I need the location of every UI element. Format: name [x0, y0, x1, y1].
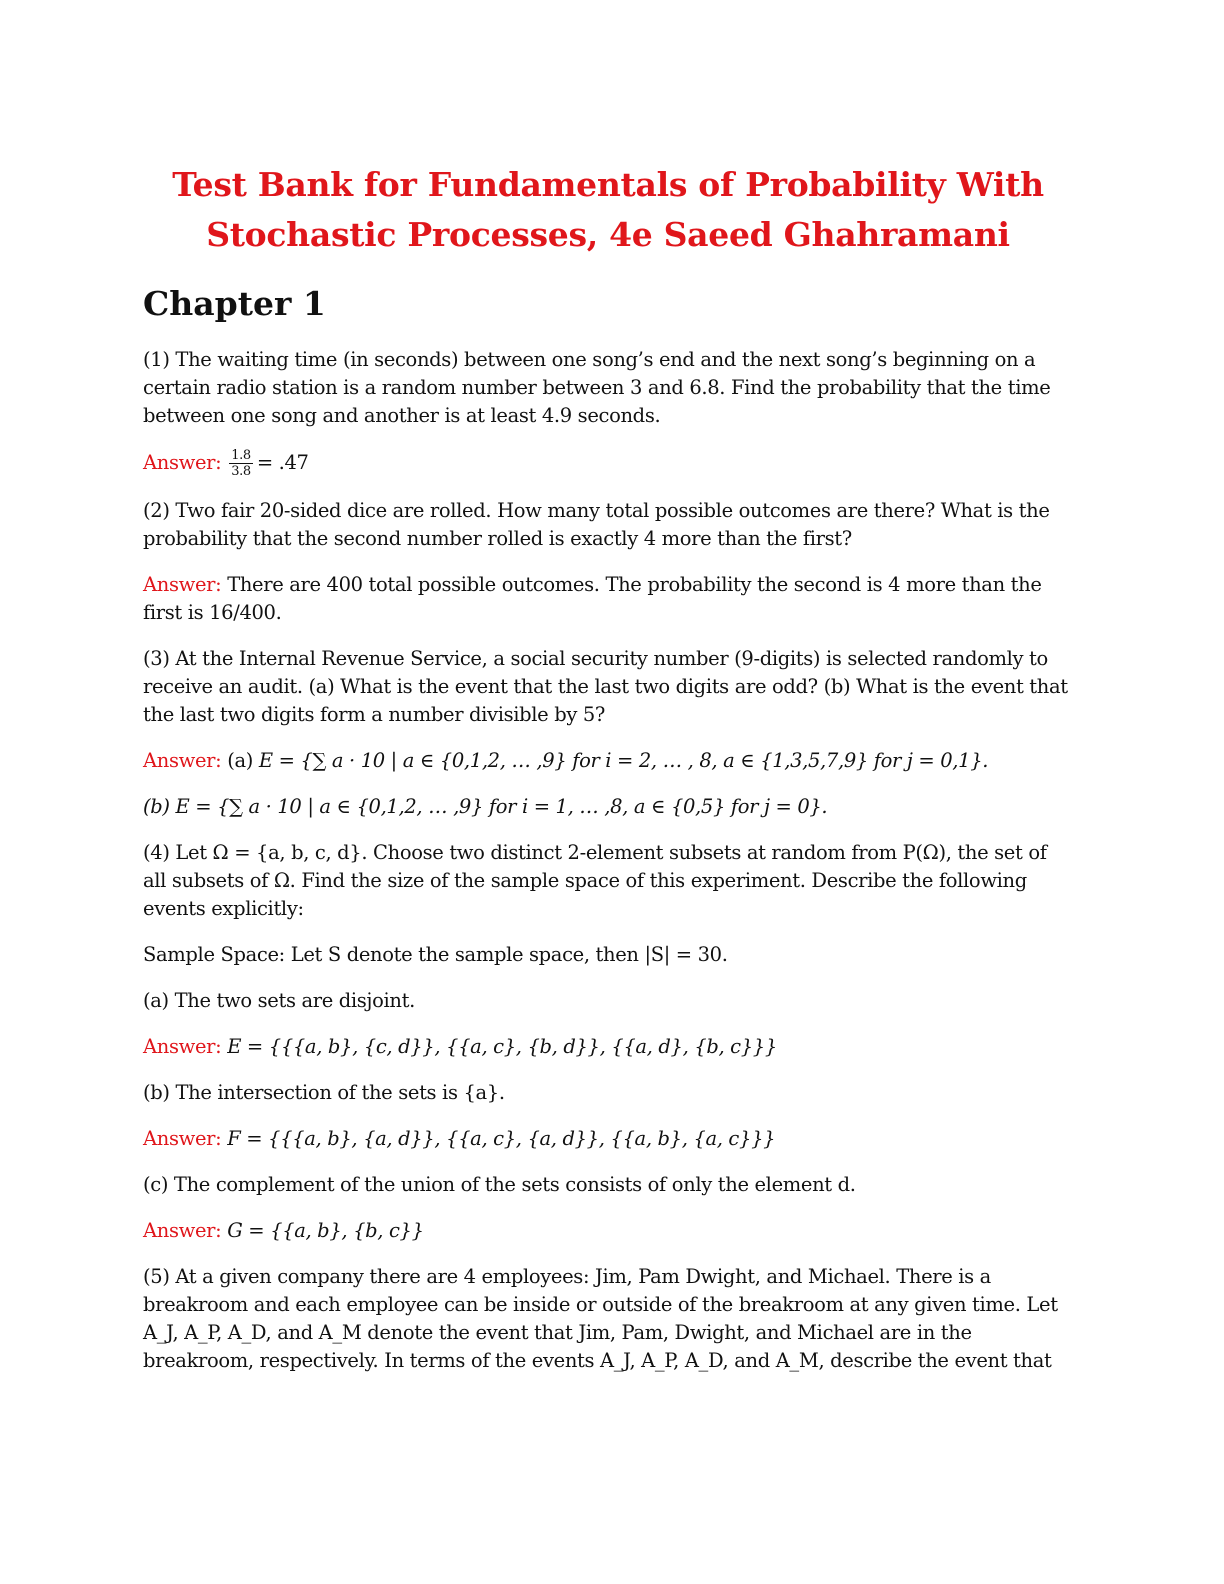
answer-4c-math: G = {{a, b}, {b, c}} [227, 1219, 424, 1242]
question-5: (5) At a given company there are 4 employees: Jim, Pam Dwight, and Michael. There is a breakroom and each employee can be inside or outside of the breakroom at any given time. Let A_J, A_P, A_D, and A_M denote the event that Jim, Pam, Dwight, and Michael are in the breakroom, respectively. In terms of the events A_J, A_P, A_D, and A_M, describe the event that [143, 1265, 1058, 1372]
document-title [143, 160, 1073, 260]
answer-4c [143, 1217, 1073, 1245]
answer-4a-math: E = {{{a, b}, {c, d}}, {{a, c}, {b, d}}, {{a, d}, {b, c}}} [227, 1035, 777, 1058]
answer-label: Answer: [143, 451, 222, 474]
answer-1 [143, 448, 1073, 479]
answer-3b [143, 793, 1073, 821]
answer-label: Answer: [143, 749, 222, 772]
answer-label: Answer: [143, 1035, 222, 1058]
question-4-part-a: (a) The two sets are disjoint. [143, 989, 415, 1012]
answer-3b-math: (b) E = {∑ a · 10 | a ∈ {0,1,2, … ,9} for i = 1, … ,8, a ∈ {0,5} for j = 0}. [143, 795, 828, 818]
answer-1-result: = .47 [256, 451, 309, 474]
answer-4b [143, 1125, 1073, 1153]
answer-label: Answer: [143, 573, 222, 596]
question-4-part-c: (c) The complement of the union of the sets consists of only the element d. [143, 1173, 856, 1196]
question-4-part-b: (b) The intersection of the sets is {a}. [143, 1081, 505, 1104]
answer-3a-math: E = {∑ a · 10 | a ∈ {0,1,2, … ,9} for i = 2, … , 8, a ∈ {1,3,5,7,9} for j = 0,1}. [258, 749, 989, 772]
fraction-denominator: 3.8 [231, 464, 251, 479]
answer-2 [143, 571, 1073, 627]
question-3: (3) At the Internal Revenue Service, a social security number (9-digits) is selected randomly to receive an audit. (a) What is the event that the last two digits are odd? (b) What is the event that the last two digits form a number divisible by 5? [143, 647, 1068, 726]
answer-label: Answer: [143, 1127, 222, 1150]
title-line-2: Stochastic Processes, 4e Saeed Ghahramani [206, 215, 1010, 254]
question-1: (1) The waiting time (in seconds) between one song’s end and the next song’s beginning on a certain radio station is a random number between 3 and 6.8. Find the probability that the time between one song and another is at least 4.9 seconds. [143, 348, 1051, 427]
answer-1-fraction [229, 448, 253, 479]
answer-3a [143, 747, 1073, 775]
title-line-1: Test Bank for Fundamentals of Probability With [172, 165, 1044, 204]
fraction-numerator: 1.8 [231, 448, 251, 463]
chapter-heading: Chapter 1 [143, 284, 326, 323]
sample-space: Sample Space: Let S denote the sample space, then |S| = 30. [143, 943, 728, 966]
answer-2-text: There are 400 total possible outcomes. The probability the second is 4 more than the first is 16/400. [143, 573, 1042, 624]
answer-4b-math: F = {{{a, b}, {a, d}}, {{a, c}, {a, d}}, {{a, b}, {a, c}}} [227, 1127, 776, 1150]
answer-label: Answer: [143, 1219, 222, 1242]
answer-3a-prefix: (a) [227, 749, 253, 772]
document-page [143, 160, 1073, 1393]
question-4: (4) Let Ω = {a, b, c, d}. Choose two distinct 2-element subsets at random from P(Ω), the set of all subsets of Ω. Find the size of the sample space of this experiment. Describe the following events explicitly: [143, 841, 1047, 920]
question-2: (2) Two fair 20-sided dice are rolled. How many total possible outcomes are there? What is the probability that the second number rolled is exactly 4 more than the first? [143, 499, 1050, 550]
answer-4a [143, 1033, 1073, 1061]
